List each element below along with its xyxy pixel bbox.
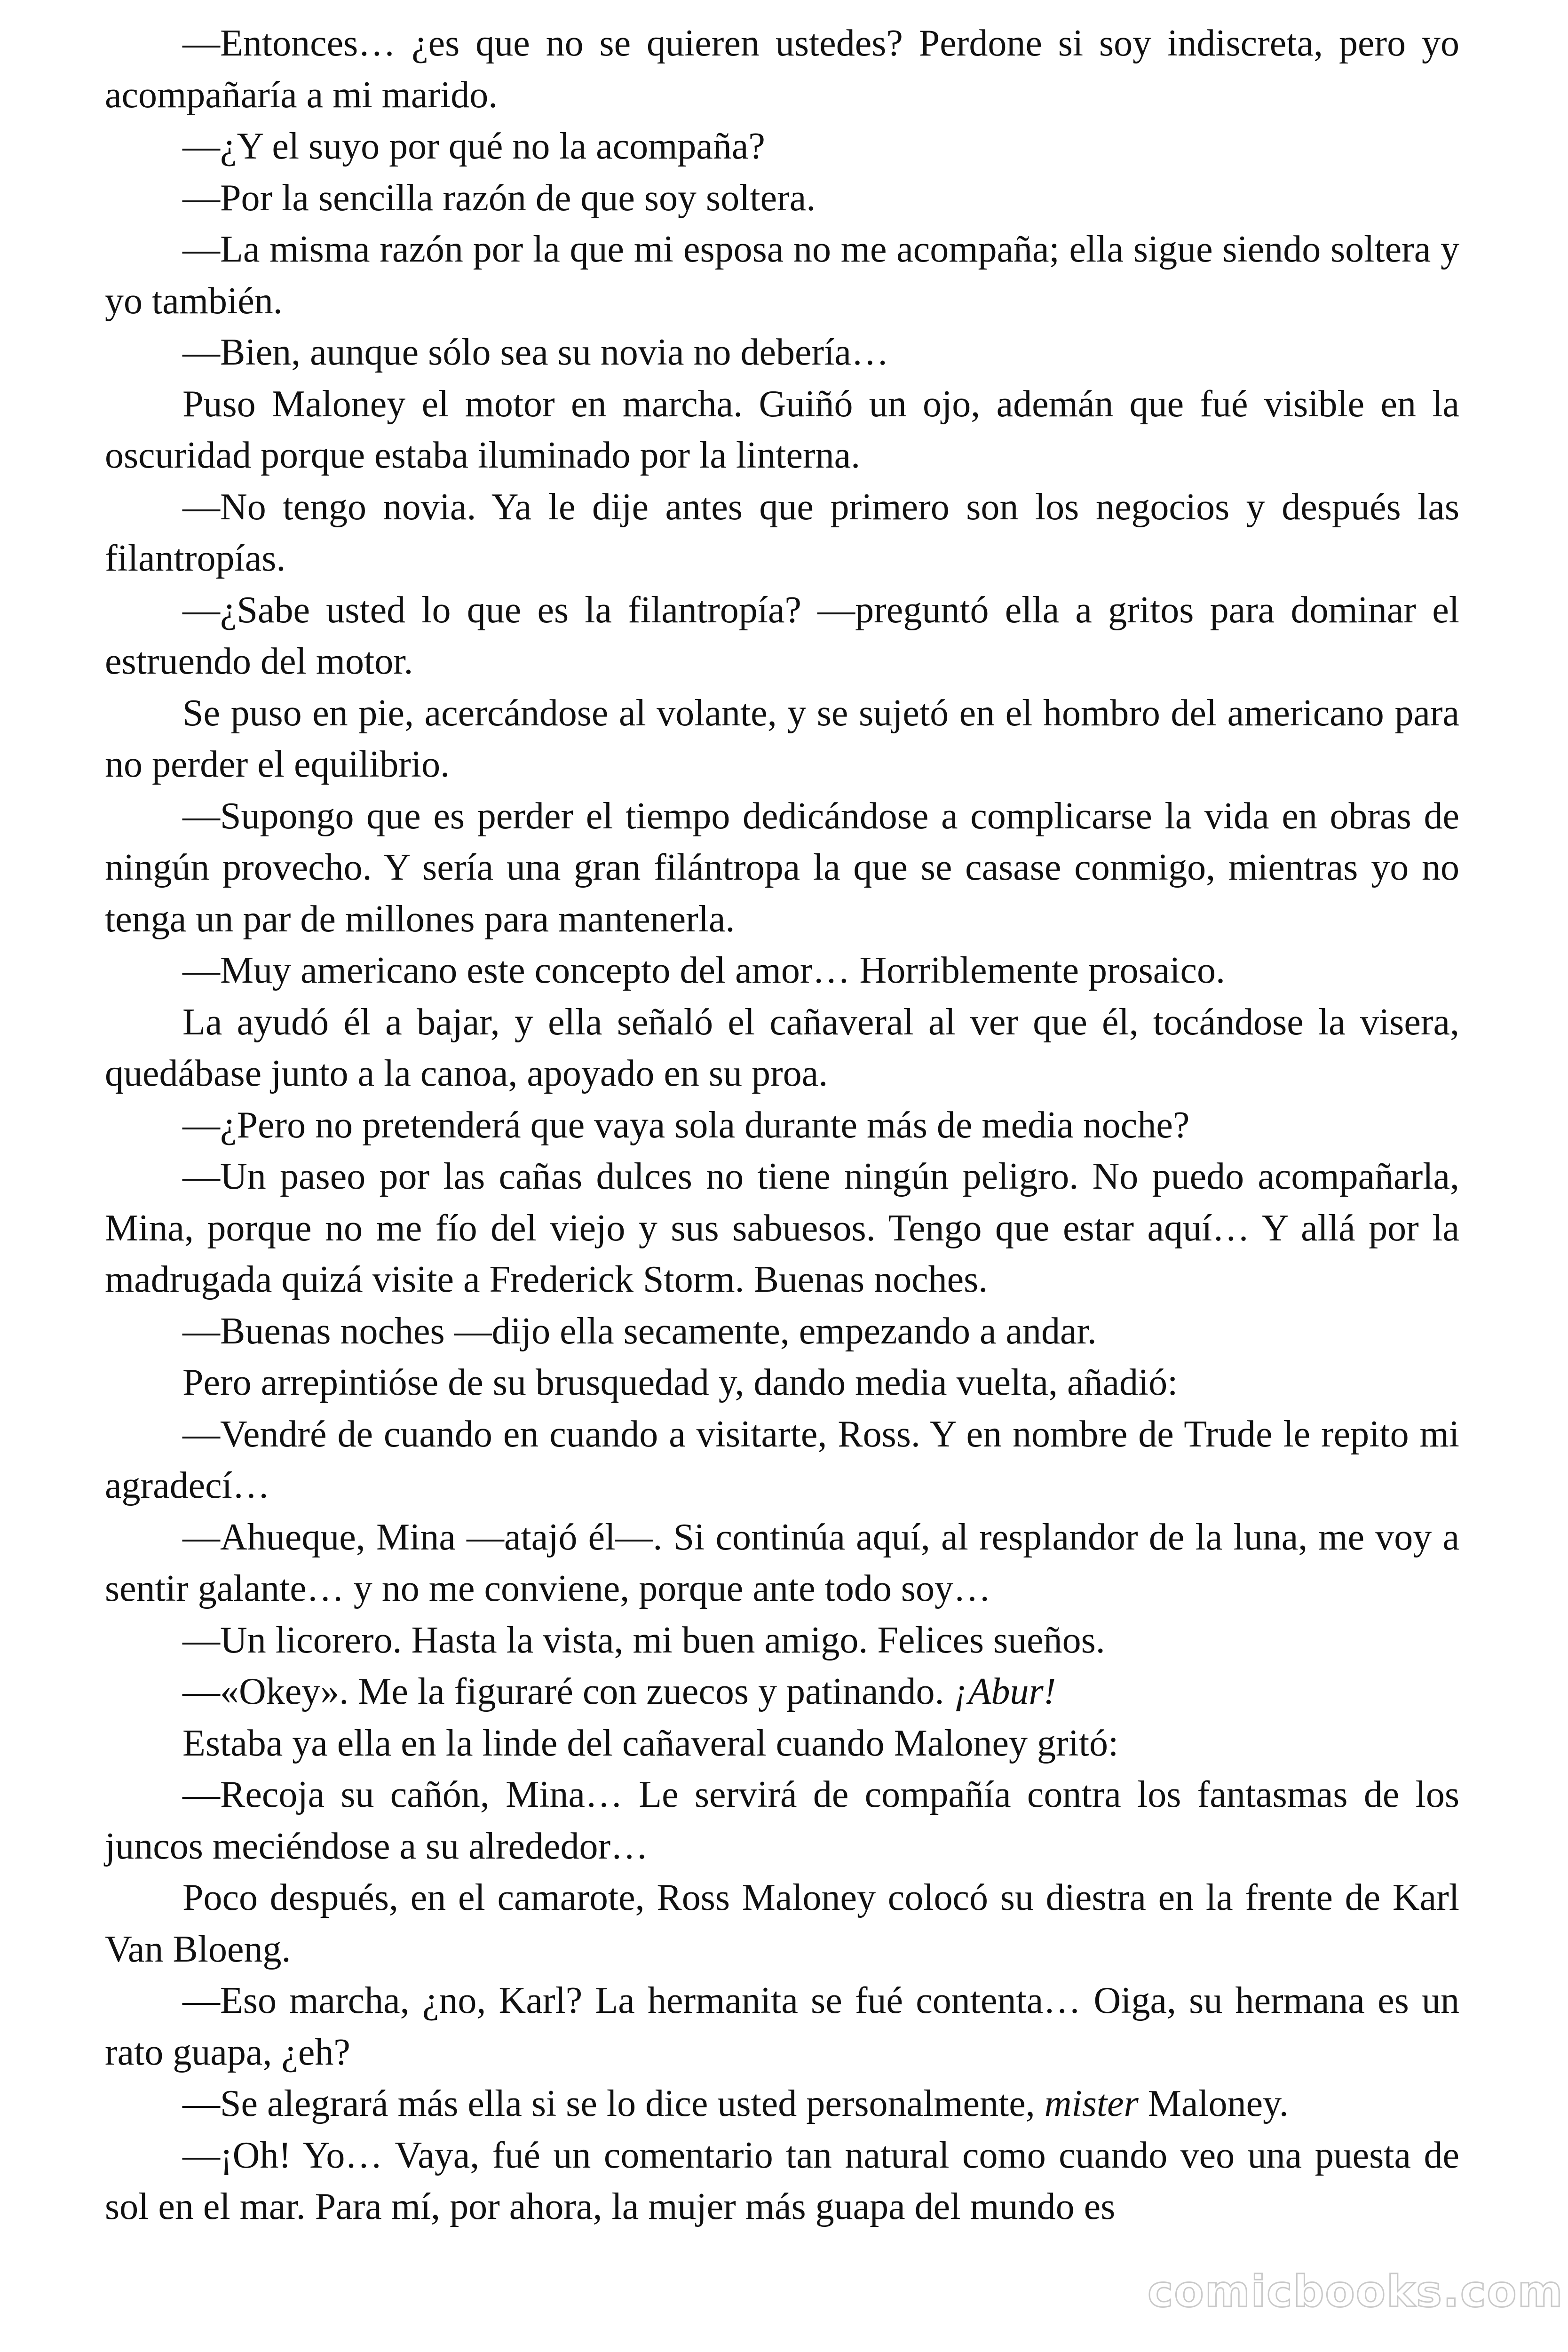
paragraph: —Se alegrará más ella si se lo dice usted personalmente, mister Maloney. xyxy=(182,2083,1289,2124)
paragraph: —Entonces… ¿es que no se quieren ustedes? Perdone si soy indiscreta, pero yo acompañaría a mi marido. xyxy=(105,23,1459,116)
paragraph: Pero arrepintióse de su brusquedad y, dando media vuelta, añadió: xyxy=(182,1362,1178,1403)
paragraph: La ayudó él a bajar, y ella señaló el cañaveral al ver que él, tocándose la visera, quedábase junto a la canoa, apoyado en su proa. xyxy=(105,1001,1459,1094)
paragraph: —La misma razón por la que mi esposa no me acompaña; ella sigue siendo soltera y yo también. xyxy=(105,229,1459,322)
paragraph: —Recoja su cañón, Mina… Le servirá de compañía contra los fantasmas de los juncos meciéndose a su alrededor… xyxy=(105,1774,1459,1867)
paragraph: —Buenas noches —dijo ella secamente, empezando a andar. xyxy=(182,1310,1097,1352)
italic-text: ¡Abur! xyxy=(953,1671,1056,1712)
paragraph: Poco después, en el camarote, Ross Maloney colocó su diestra en la frente de Karl Van Bloeng. xyxy=(105,1877,1459,1970)
paragraph: —Un paseo por las cañas dulces no tiene ningún peligro. No puedo acompañarla, Mina, porque no me fío del viejo y sus sabuesos. Tengo que estar aquí… Y allá por la madrugada quizá visite a Frederick Storm. Buenas noches. xyxy=(105,1156,1459,1300)
paragraph: —¡Oh! Yo… Vaya, fué un comentario tan natural como cuando veo una puesta de sol en el mar. Para mí, por ahora, la mujer más guapa del mundo es xyxy=(105,2134,1459,2227)
paragraph: —No tengo novia. Ya le dije antes que primero son los negocios y después las filantropías. xyxy=(105,486,1459,579)
paragraph: Estaba ya ella en la linde del cañaveral cuando Maloney gritó: xyxy=(182,1722,1119,1764)
paragraph: —«Okey». Me la figuraré con zuecos y patinando. ¡Abur! xyxy=(182,1671,1056,1712)
watermark: comicbooks.com xyxy=(1148,2266,1564,2317)
paragraph: Puso Maloney el motor en marcha. Guiñó un ojo, ademán que fué visible en la oscuridad porque estaba iluminado por la linterna. xyxy=(105,383,1459,476)
paragraph: —Muy americano este concepto del amor… Horriblemente prosaico. xyxy=(182,950,1225,991)
paragraph: —Supongo que es perder el tiempo dedicándose a complicarse la vida en obras de ningún provecho. Y sería una gran filántropa la que se casase conmigo, mientras yo no tenga un par de millones para mantenerla. xyxy=(105,795,1459,940)
paragraph: —¿Pero no pretenderá que vaya sola durante más de media noche? xyxy=(182,1104,1190,1146)
italic-text: mister xyxy=(1044,2083,1139,2124)
paragraph: —Por la sencilla razón de que soy soltera. xyxy=(182,177,816,219)
paragraph: Se puso en pie, acercándose al volante, y se sujetó en el hombro del americano para no perder el equilibrio. xyxy=(105,692,1459,785)
paragraph: —Ahueque, Mina —atajó él—. Si continúa aquí, al resplandor de la luna, me voy a sentir galante… y no me conviene, porque ante todo soy… xyxy=(105,1516,1459,1609)
paragraph: —Eso marcha, ¿no, Karl? La hermanita se fué contenta… Oiga, su hermana es un rato guapa, ¿eh? xyxy=(105,1980,1459,2073)
paragraph: —Bien, aunque sólo sea su novia no debería… xyxy=(182,332,889,373)
paragraph: —¿Sabe usted lo que es la filantropía? —preguntó ella a gritos para dominar el estruendo del motor. xyxy=(105,589,1459,682)
paragraph: —Vendré de cuando en cuando a visitarte, Ross. Y en nombre de Trude le repito mi agradecí… xyxy=(105,1413,1459,1506)
paragraph: —Un licorero. Hasta la vista, mi buen amigo. Felices sueños. xyxy=(182,1619,1105,1661)
body-text xyxy=(105,18,1459,2233)
paragraph: —¿Y el suyo por qué no la acompaña? xyxy=(182,126,765,167)
